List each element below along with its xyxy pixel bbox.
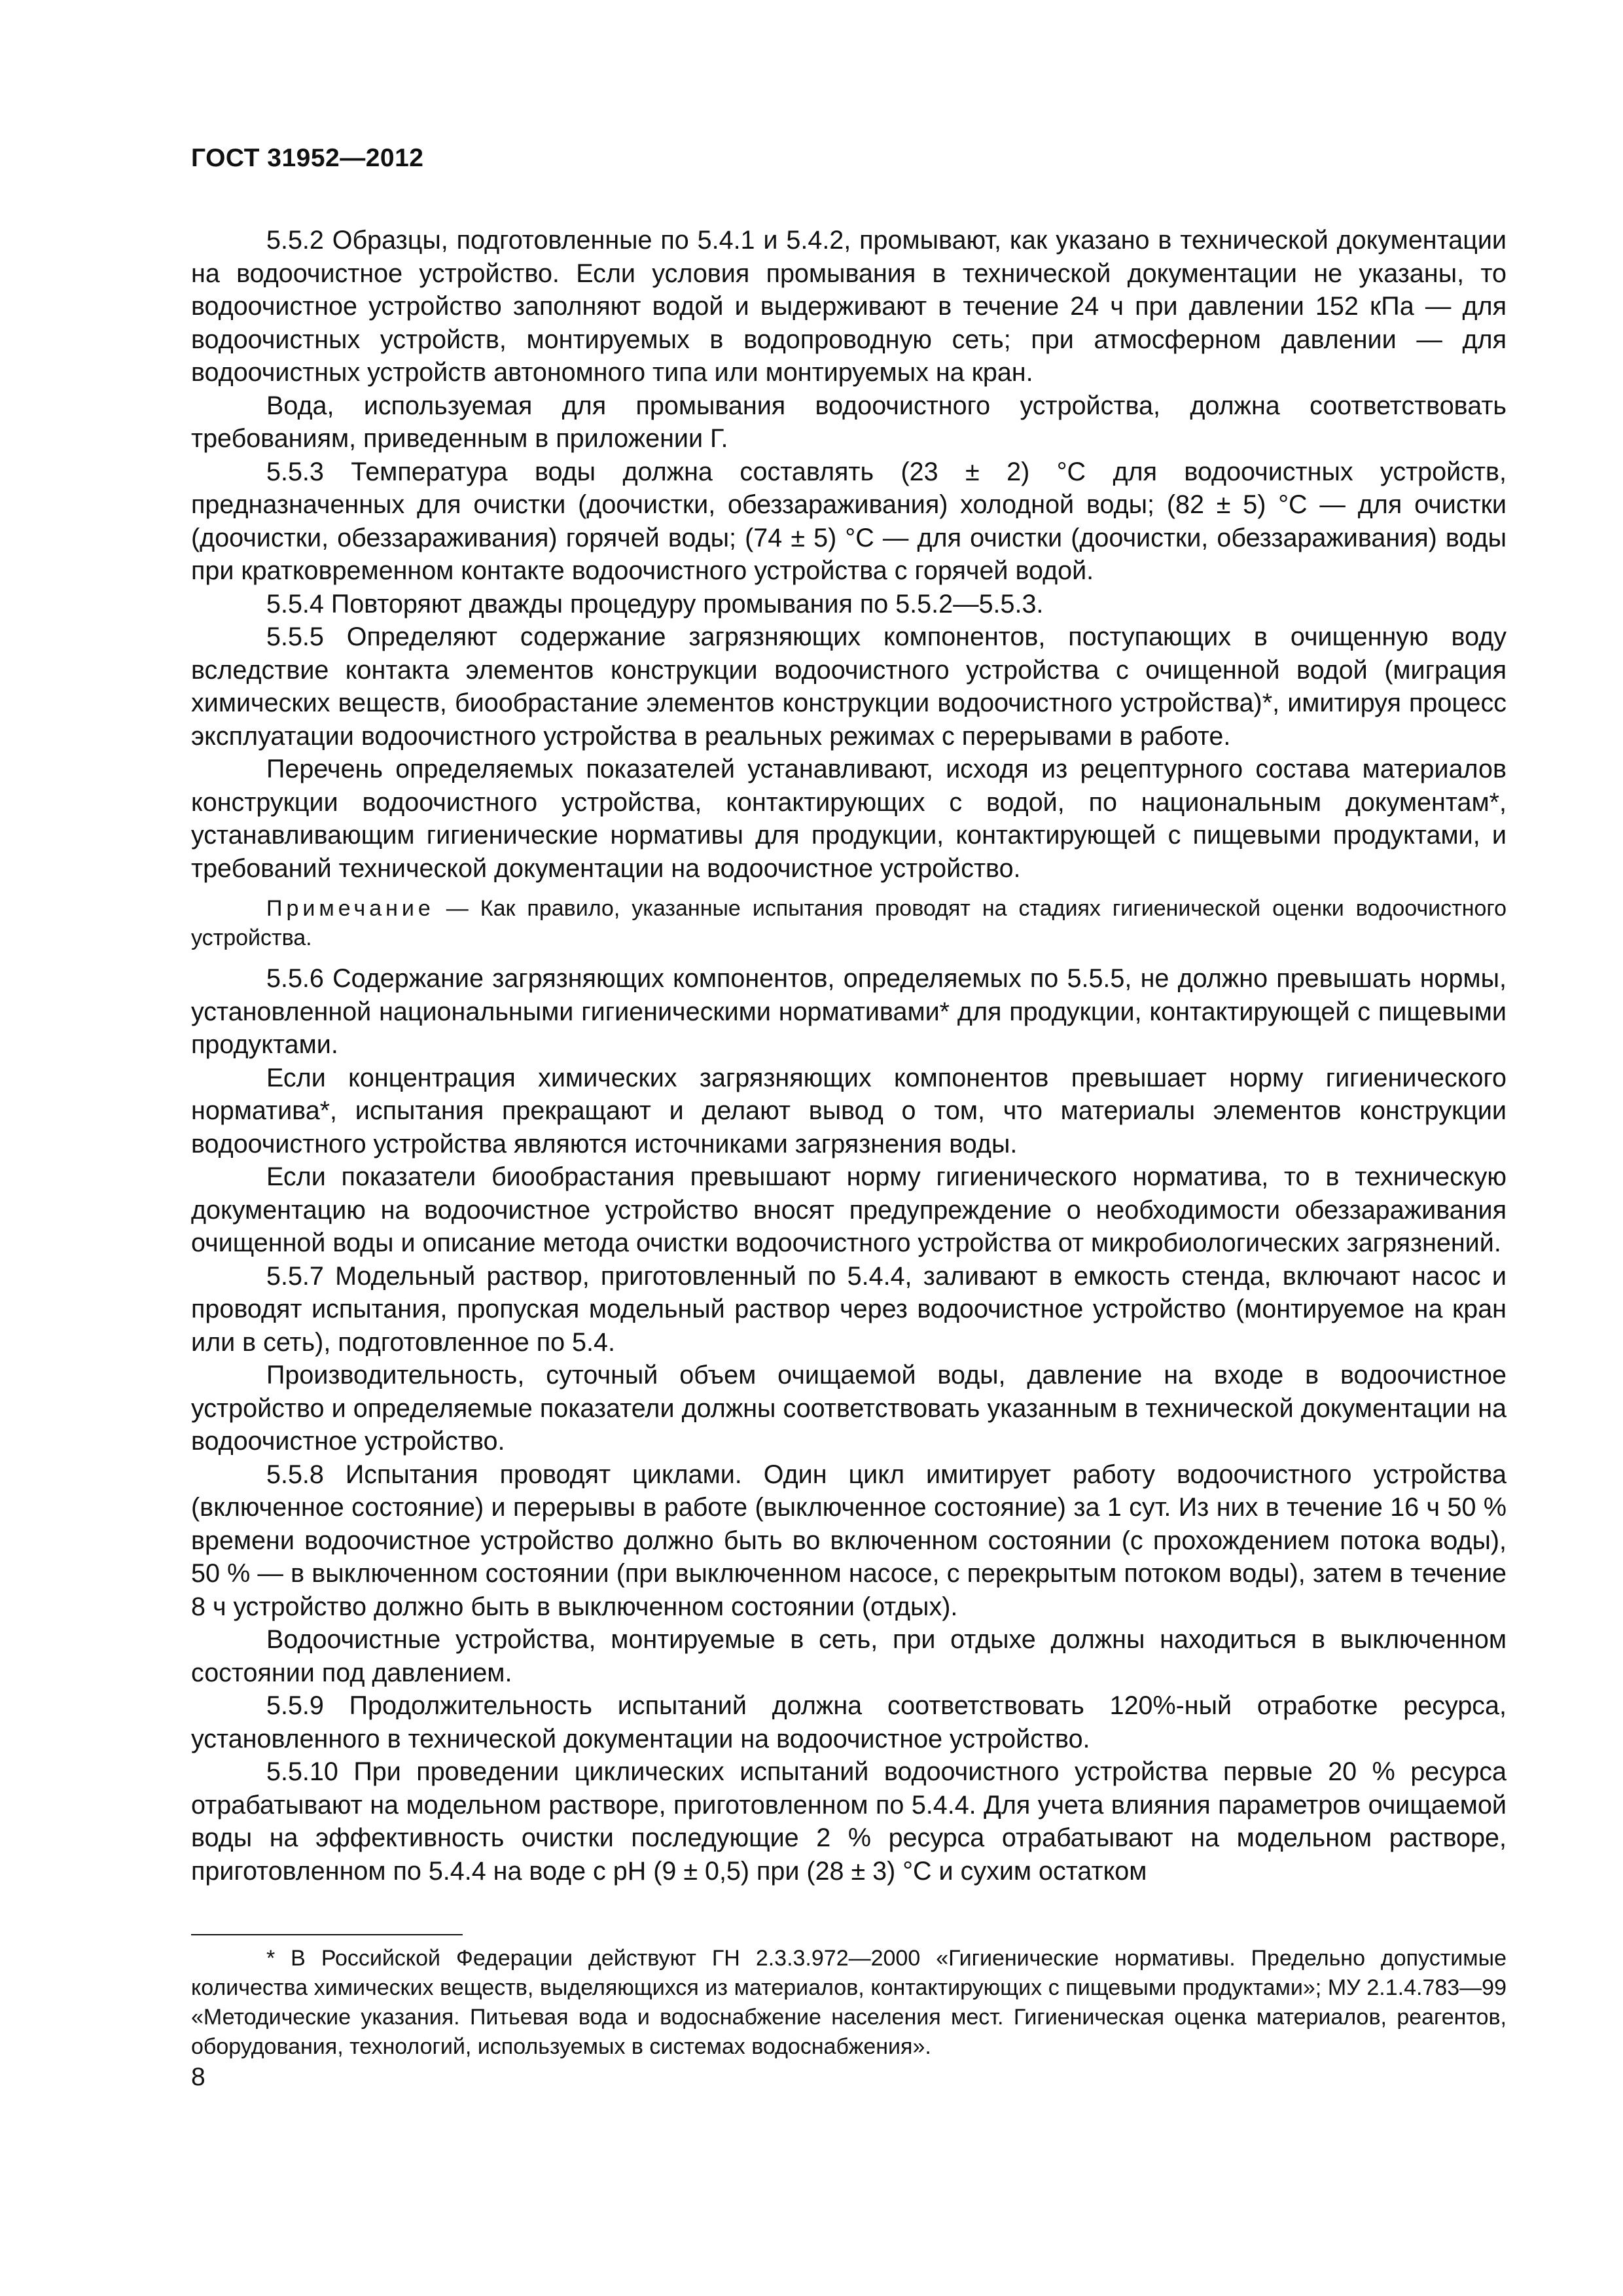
document-body	[191, 224, 1507, 1888]
paragraph-chemical-concentration: Если концентрация химических загрязняющих компонентов превышает норму гигиенического норматива*, испытания прекращают и делают вывод о том, что материалы элементов конструкции водоочистного устройства являются источниками загрязнения воды.	[191, 1063, 1507, 1158]
paragraph-5-5-3: 5.5.3 Температура воды должна составлять (23 ± 2) °С для водоочистных устройств, предназначенных для очистки (доочистки, обеззараживания) холодной воды; (82 ± 5) °С — для очистки (доочистки, обеззараживания) горячей воды; (74 ± 5) °С — для очистки (доочистки, обеззараживания) воды при кратковременном контакте водоочистного устройства с горячей водой.	[191, 457, 1507, 585]
paragraph-5-5-8: 5.5.8 Испытания проводят циклами. Один цикл имитирует работу водоочистного устройства (включенное состояние) и перерывы в работе (выключенное состояние) за 1 сут. Из них в течение 16 ч 50 % времени водоочистное устройство должно быть во включенном состоянии (с прохождением потока воды), 50 % — в выключенном состоянии (при выключенном насосе, с перекрытым потоком воды), затем в течение 8 ч устройство должно быть в выключенном состоянии (отдых).	[191, 1460, 1507, 1621]
note-label: Примечание	[266, 896, 435, 921]
page-number: 8	[191, 2063, 205, 2091]
paragraph-performance: Производительность, суточный объем очищаемой воды, давление на входе в водоочистное устройство и определяемые показатели должны соответствовать указанным в технической документации на водоочистное устройство.	[191, 1361, 1507, 1456]
paragraph-5-5-10: 5.5.10 При проведении циклических испытаний водоочистного устройства первые 20 % ресурса отрабатывают на модельном растворе, приготовленном по 5.4.4. Для учета влияния параметров очищаемой воды на эффективность очистки последующие 2 % ресурса отрабатывают на модельном растворе, приготовленном по 5.4.4 на воде с рН (9 ± 0,5) при (28 ± 3) °С и сухим остатком	[191, 1757, 1507, 1886]
paragraph-5-5-4: 5.5.4 Повторяют дважды процедуру промывания по 5.5.2—5.5.3.	[266, 589, 1044, 619]
footnotes	[191, 1944, 1507, 2062]
note	[191, 894, 1507, 953]
document-header: ГОСТ 31952—2012	[191, 144, 424, 172]
paragraph-5-5-5: 5.5.5 Определяют содержание загрязняющих компонентов, поступающих в очищенную воду вследствие контакта элементов конструкции водоочистного устройства с очищенной водой (миграция химических веществ, биообрастание элементов конструкции водоочистного устройства)*, имитируя процесс эксплуатации водоочистного устройства в реальных режимах с перерывами в работе.	[191, 622, 1507, 751]
footnote-divider	[191, 1934, 463, 1935]
paragraph-5-5-7: 5.5.7 Модельный раствор, приготовленный по 5.4.4, заливают в емкость стенда, включают насос и проводят испытания, пропуская модельный раствор через водоочистное устройство (монтируемое на кран или в сеть), подготовленное по 5.4.	[191, 1261, 1507, 1357]
paragraph-5-5-2: 5.5.2 Образцы, подготовленные по 5.4.1 и 5.4.2, промывают, как указано в технической документации на водоочистное устройство. Если условия промывания в технической документации не указаны, то водоочистное устройство заполняют водой и выдерживают в течение 24 ч при давлении 152 кПа — для водоочистных устройств, монтируемых в водопроводную сеть; при атмосферном давлении — для водоочистных устройств автономного типа или монтируемых на кран.	[191, 226, 1507, 387]
paragraph-5-5-9: 5.5.9 Продолжительность испытаний должна соответствовать 120%-ный отработке ресурса, установленного в технической документации на водоочистное устройство.	[191, 1691, 1507, 1753]
paragraph-water-requirements: Вода, используемая для промывания водоочистного устройства, должна соответствовать требованиям, приведенным в приложении Г.	[191, 391, 1507, 453]
footnote: * В Российской Федерации действуют ГН 2.3.3.972—2000 «Гигиенические нормативы. Предельно допустимые количества химических веществ, выделяющихся из материалов, контактирующих с пищевыми продуктами»; МУ 2.1.4.783—99 «Методические указания. Питьевая вода и водоснабжение населения мест. Гигиеническая оценка материалов, реагентов, оборудования, технологий, используемых в системах водоснабжения».	[191, 1946, 1507, 2059]
paragraph-indicator-list: Перечень определяемых показателей устанавливают, исходя из рецептурного состава материалов конструкции водоочистного устройства, контактирующих с водой, по национальным документам*, устанавливающим гигиенические нормативы для продукции, контактирующей с пищевыми продуктами, и требований технической документации на водоочистное устройство.	[191, 755, 1507, 883]
note-text: — Как правило, указанные испытания проводят на стадиях гигиенической оценки водоочистного устройства.	[191, 896, 1507, 950]
paragraph-biofouling: Если показатели биообрастания превышают норму гигиенического норматива, то в техническую документацию на водоочистное устройство вносят предупреждение о необходимости обеззараживания очищенной воды и описание метода очистки водоочистного устройства от микробиологических загрязнений.	[191, 1162, 1507, 1257]
paragraph-5-5-6: 5.5.6 Содержание загрязняющих компонентов, определяемых по 5.5.5, не должно превышать нормы, установленной национальными гигиеническими нормативами* для продукции, контактирующей с пищевыми продуктами.	[191, 964, 1507, 1059]
paragraph-network-devices: Водоочистные устройства, монтируемые в сеть, при отдыхе должны находиться в выключенном состоянии под давлением.	[191, 1625, 1507, 1687]
